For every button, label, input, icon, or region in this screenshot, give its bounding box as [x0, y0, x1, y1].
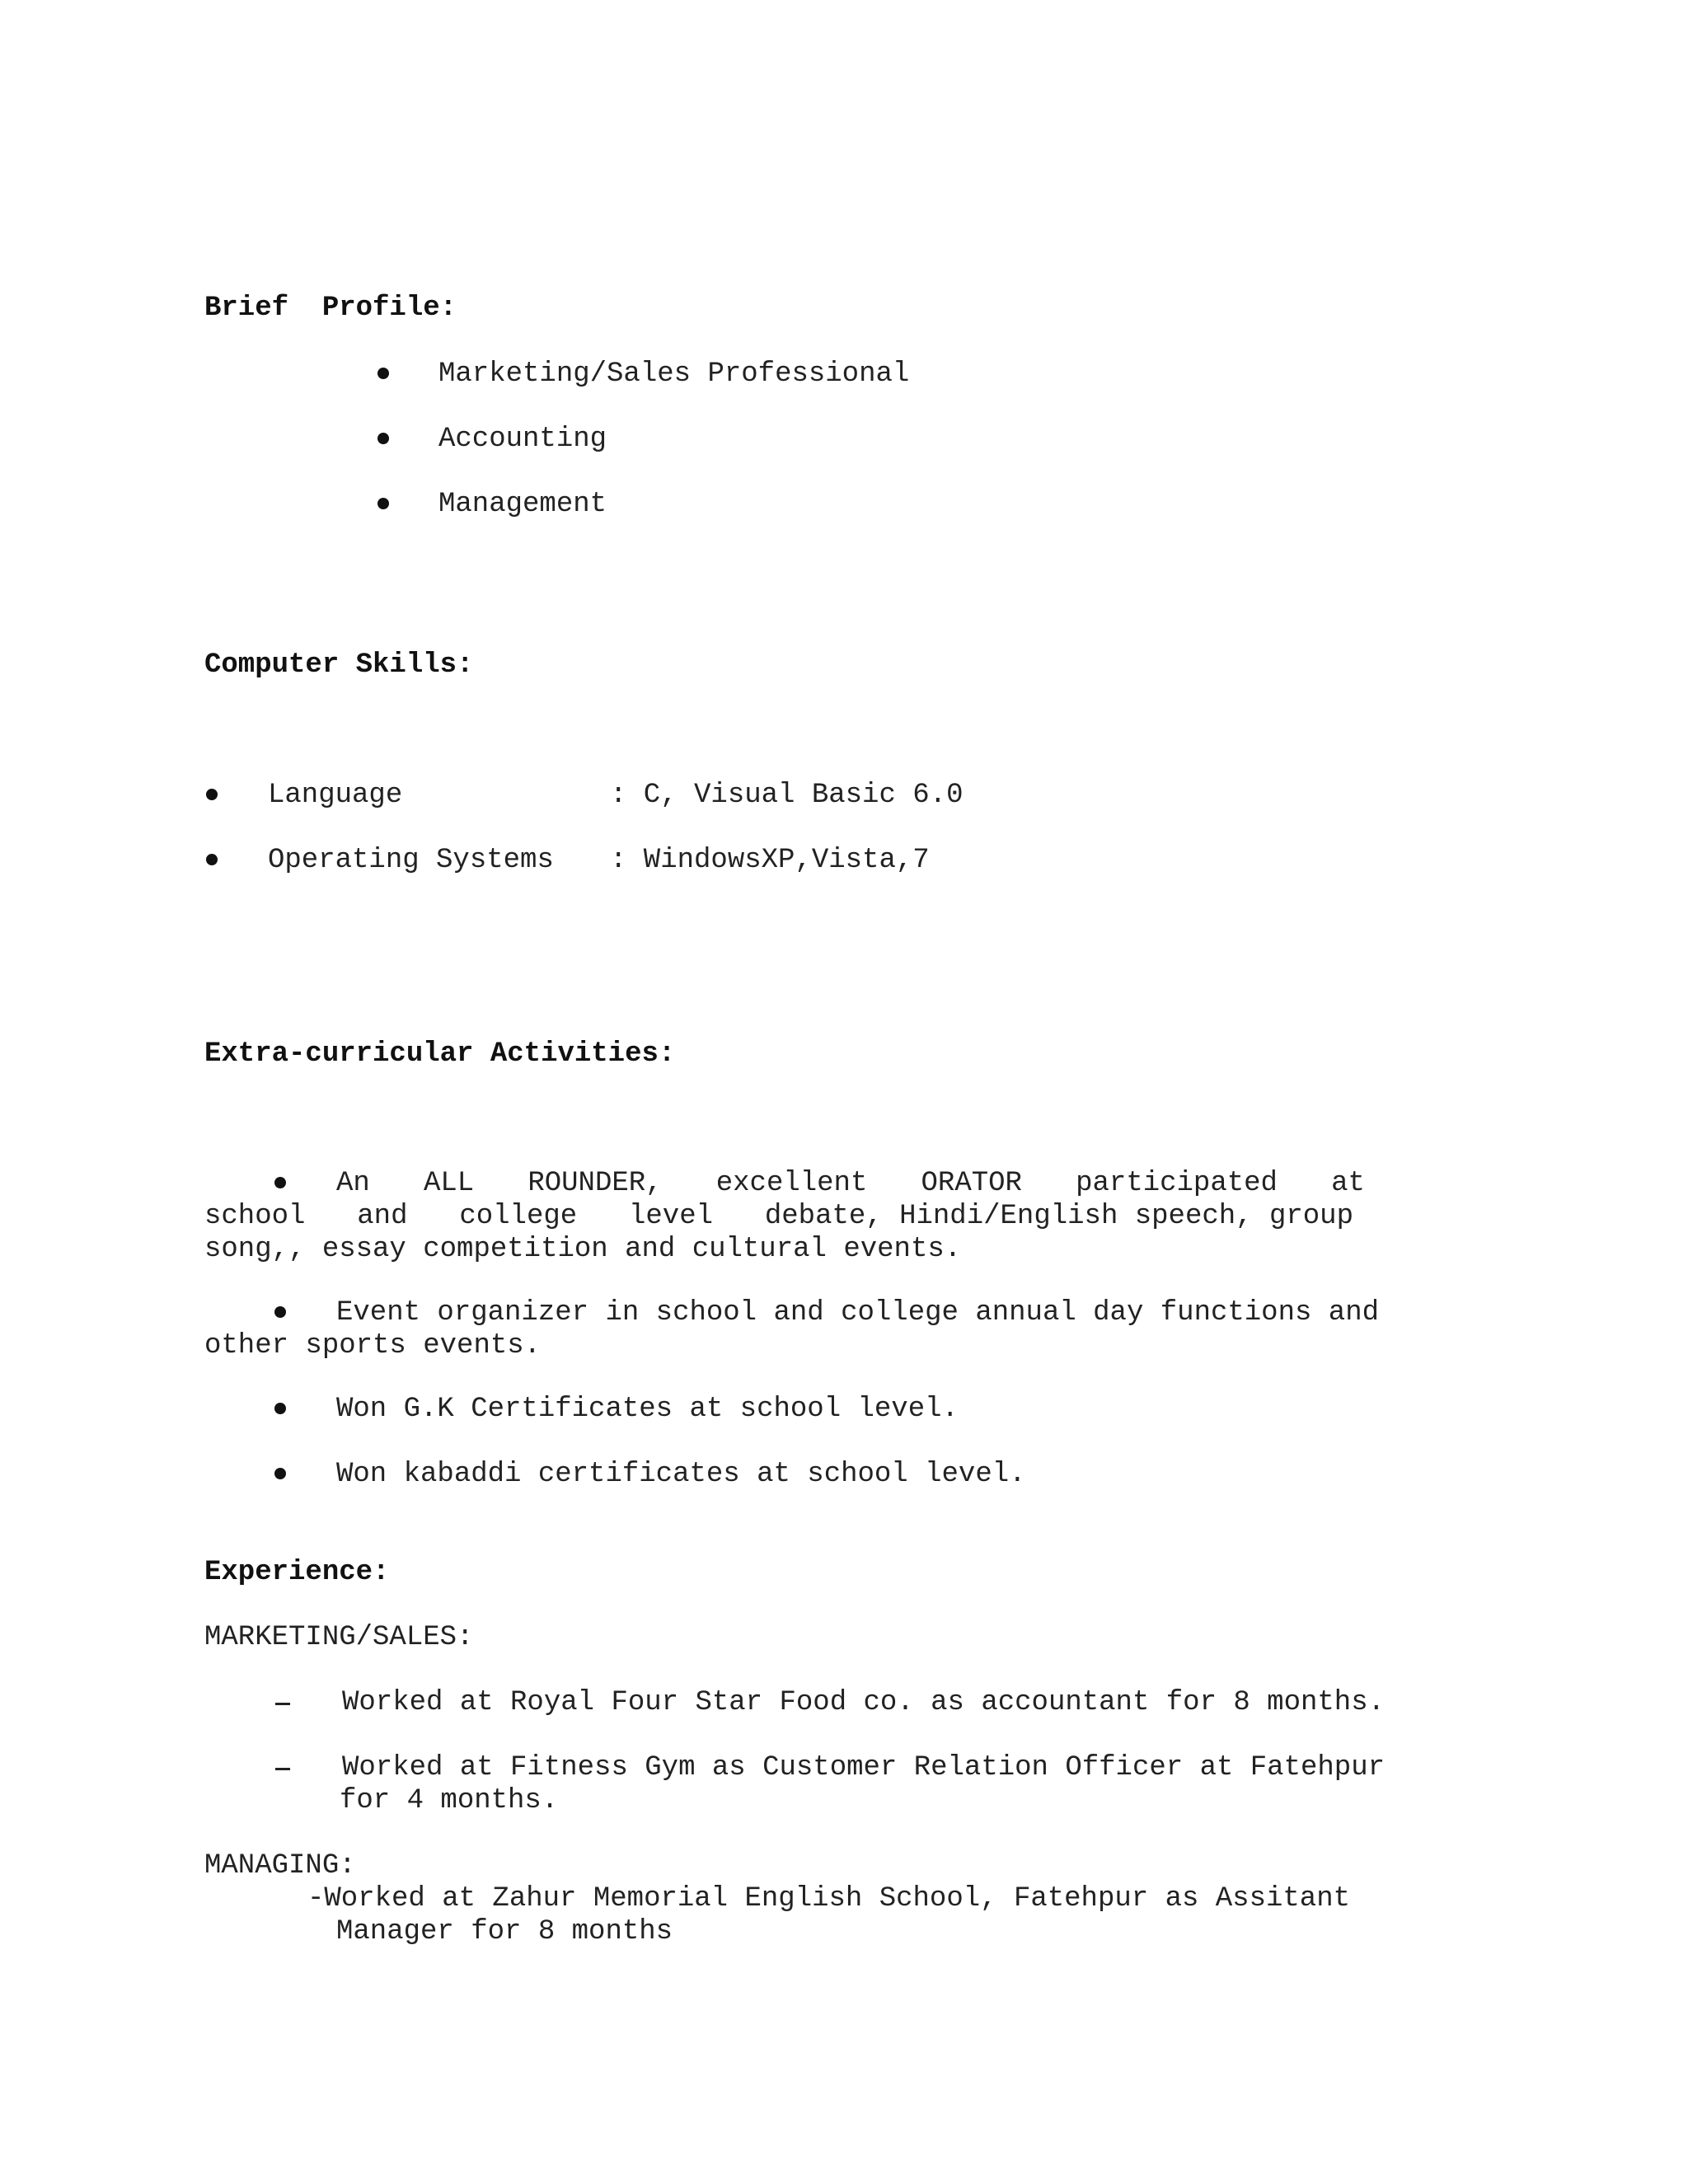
word: level	[629, 1201, 714, 1232]
brief-profile-item: Accounting	[438, 424, 607, 455]
bullet-icon	[206, 854, 218, 865]
bullet-icon	[274, 1468, 286, 1479]
bullet-icon	[377, 498, 389, 509]
word: participated	[1076, 1168, 1278, 1199]
skill-value: : WindowsXP,Vista,7	[610, 845, 930, 876]
brief-profile-item: Marketing/Sales Professional	[438, 359, 910, 390]
extra-curricular-heading: Extra-curricular Activities:	[204, 1038, 676, 1070]
bullet-icon	[274, 1306, 286, 1318]
word: school	[204, 1201, 306, 1232]
brief-profile-item: Management	[438, 489, 607, 520]
brief-profile-heading: Brief Profile:	[204, 293, 457, 324]
skill-value: : C, Visual Basic 6.0	[610, 780, 964, 811]
bullet-icon	[206, 789, 218, 800]
skill-label: Language	[268, 780, 403, 811]
bullet-icon	[274, 1403, 286, 1414]
word: ALL	[423, 1168, 475, 1199]
extra-curricular-item-2-line1: Event organizer in school and college annual day functions and	[336, 1297, 1380, 1329]
dash-icon	[275, 1768, 290, 1770]
experience-heading: Experience:	[204, 1557, 390, 1588]
word: An	[336, 1168, 370, 1199]
marketing-label: MARKETING/SALES:	[204, 1622, 474, 1653]
bullet-icon	[377, 433, 389, 444]
managing-item-line1: -Worked at Zahur Memorial English School, Fatehpur as Assitant	[307, 1883, 1351, 1915]
word: and	[357, 1201, 408, 1232]
word: ORATOR	[921, 1168, 1022, 1199]
marketing-item-2-line1: Worked at Fitness Gym as Customer Relation Officer at Fatehpur	[342, 1752, 1386, 1783]
extra-curricular-item-3: Won G.K Certificates at school level.	[336, 1394, 959, 1425]
marketing-item-1: Worked at Royal Four Star Food co. as accountant for 8 months.	[342, 1687, 1386, 1718]
computer-skills-heading: Computer Skills:	[204, 649, 474, 681]
word: at	[1331, 1168, 1365, 1199]
extra-curricular-item-1-line3: song,, essay competition and cultural events.	[204, 1234, 962, 1265]
word: college	[459, 1201, 578, 1232]
bullet-icon	[377, 368, 389, 379]
extra-curricular-item-2-line2: other sports events.	[204, 1330, 542, 1361]
skill-label: Operating Systems	[268, 845, 554, 876]
word: excellent	[715, 1168, 868, 1199]
managing-item-line2: Manager for 8 months	[336, 1916, 673, 1947]
managing-label: MANAGING:	[204, 1850, 356, 1882]
dash-icon	[275, 1703, 290, 1705]
word: ROUNDER,	[528, 1168, 663, 1199]
extra-curricular-item-1	[204, 1167, 1365, 1266]
extra-curricular-item-4: Won kabaddi certificates at school level.	[336, 1459, 1026, 1490]
marketing-item-2-line2: for 4 months.	[340, 1785, 559, 1816]
word: debate, Hindi/English speech, group	[764, 1201, 1353, 1232]
